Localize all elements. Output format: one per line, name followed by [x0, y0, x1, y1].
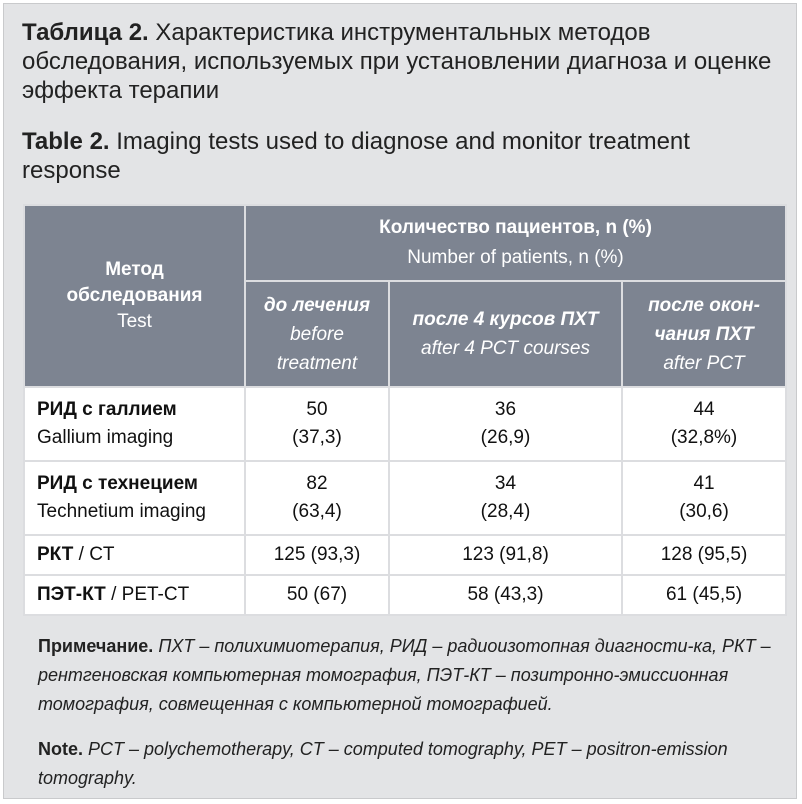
col3-ru: после окон-чания ПХТ [648, 294, 760, 345]
method-ru: РКТ [37, 544, 74, 565]
note-label-en: Note. [38, 739, 83, 759]
value-n: 34 [494, 473, 517, 494]
value-pct: (28,4) [480, 501, 531, 522]
value-pct: (26,9) [480, 427, 531, 448]
table-row [24, 461, 786, 535]
value-cell: 123 (91,8) [389, 535, 622, 575]
note-text-en: PCT – polychemotherapy, CT – computed tomography, PET – positron-emission tomography. [38, 739, 728, 788]
value-n: 50 [306, 399, 328, 420]
method-cell [24, 387, 245, 461]
value-cell: 58 (43,3) [389, 575, 622, 615]
note-ru [38, 632, 788, 719]
table-row [24, 575, 786, 615]
value-cell [389, 387, 622, 461]
table-title-en [22, 127, 792, 185]
col2-ru: после 4 курсов ПХТ [412, 309, 599, 330]
count-header [245, 205, 786, 281]
note-text-ru: ПХТ – полихимиотерапия, РИД – радиоизотопная диагности-ка, РКТ – рентгеновская компьютерная томография, ПЭТ-КТ – позитронно-эмиссионная томография, совмещенная с компьютерной томографией. [38, 636, 771, 714]
value-pct: (30,6) [679, 501, 729, 522]
value-cell [389, 461, 622, 535]
note-label-ru: Примечание. [38, 636, 154, 656]
method-header-en: Test [117, 311, 152, 332]
table-title-ru [22, 18, 792, 105]
table-caption-en: Imaging tests used to diagnose and monitor treatment response [22, 128, 690, 184]
value-n: 44 [693, 399, 715, 420]
value-pct: (37,3) [292, 427, 342, 448]
table-label-ru: Таблица 2. [22, 19, 149, 46]
method-cell [24, 461, 245, 535]
method-en: CT [89, 544, 115, 565]
method-cell: ПЭТ-КТ / PET-CT [24, 575, 245, 615]
note-en [38, 735, 788, 793]
col3-en: after PCT [663, 352, 745, 374]
value-n: 41 [693, 473, 715, 494]
value-cell: 128 (95,5) [622, 535, 786, 575]
count-header-ru: Количество пациентов, n (%) [379, 217, 652, 238]
col1-en: before treatment [276, 323, 358, 374]
method-ru: РИД с галлием [37, 399, 177, 420]
method-en: Technetium imaging [37, 501, 206, 522]
count-header-en: Number of patients, n (%) [407, 247, 624, 268]
table-caption-ru: Характеристика инструментальных методов обследования, используемых при установлении диагноза и оценке эффекта терапии [22, 19, 772, 104]
col-after-pct [622, 281, 786, 387]
table-panel [3, 3, 797, 799]
method-header-ru: Метод обследования [66, 259, 203, 306]
value-cell: 125 (93,3) [245, 535, 389, 575]
method-header [24, 205, 245, 387]
value-n: 36 [494, 399, 517, 420]
method-cell: РКТ / CT [24, 535, 245, 575]
col1-ru: до лечения [263, 294, 371, 316]
col2-en: after 4 PCT courses [421, 338, 590, 359]
data-table [23, 204, 787, 616]
col-before-treatment [245, 281, 389, 387]
value-cell [622, 461, 786, 535]
value-cell: 61 (45,5) [622, 575, 786, 615]
value-pct: (32,8%) [670, 427, 738, 448]
value-cell [245, 461, 389, 535]
value-cell [622, 387, 786, 461]
col-after-4-courses [389, 281, 622, 387]
value-cell [245, 387, 389, 461]
table-label-en: Table 2. [22, 128, 110, 155]
value-pct: (63,4) [292, 501, 342, 522]
table-row [24, 387, 786, 461]
method-ru: РИД с технецием [37, 473, 198, 494]
method-en: PET-CT [121, 584, 190, 605]
value-n: 82 [306, 473, 328, 494]
method-en: Gallium imaging [37, 427, 174, 448]
method-ru: ПЭТ-КТ [37, 584, 106, 605]
table-row [24, 535, 786, 575]
value-cell: 50 (67) [245, 575, 389, 615]
